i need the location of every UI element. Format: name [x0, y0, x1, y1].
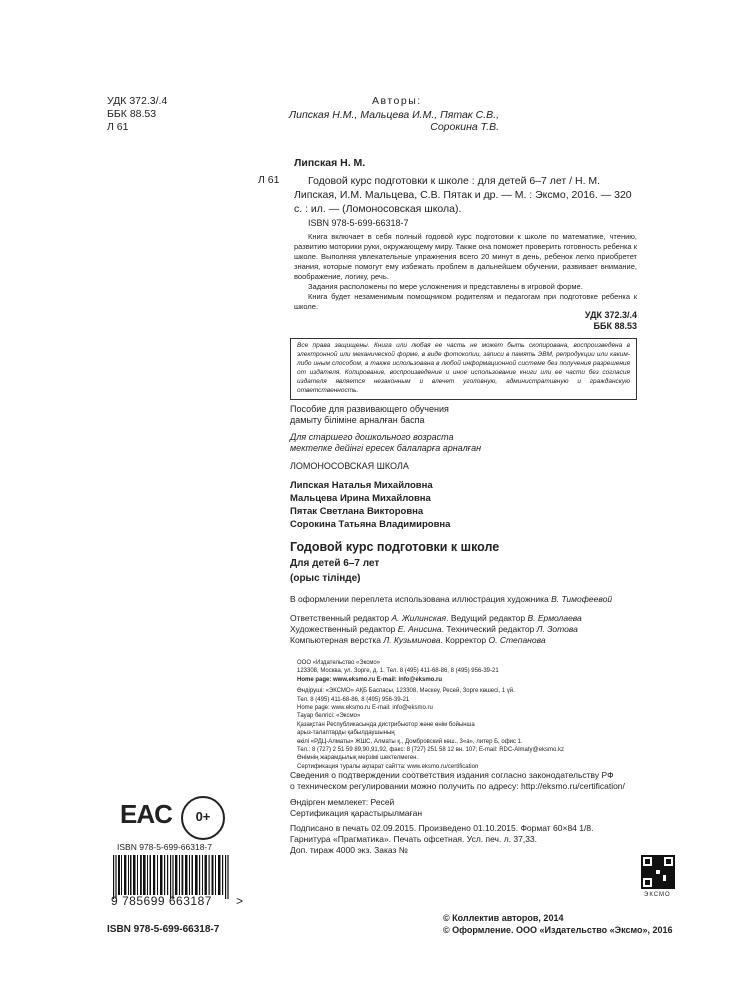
book-title: Годовой курс подготовки к школе	[290, 540, 500, 554]
print-line: Гарнитура «Прагматика». Печать офсетная. Усл. печ. л. 37,33.	[290, 834, 538, 844]
editor-role: Художественный редактор	[290, 624, 398, 634]
bottom-isbn: ISBN 978-5-699-66318-7	[107, 924, 220, 935]
qr-code-icon	[641, 855, 675, 889]
editor-name: А. Жилинская	[391, 613, 447, 623]
age-rating-badge	[181, 796, 225, 840]
purpose-kz: дамыту біліміне арналған баспа	[290, 415, 425, 425]
copyright-block	[443, 912, 673, 936]
copyright-line: © Коллектив авторов, 2014	[443, 913, 564, 923]
biblio-main-author: Липская Н. М.	[294, 157, 366, 169]
publisher-line: Home page: www.eksmo.ru E-mail: info@eksmo.ru	[297, 705, 433, 712]
barcode-isbn: ISBN 978-5-699-66318-7	[117, 842, 212, 852]
publisher-line: Тауар белгісі: «Эксмо»	[297, 713, 361, 720]
copyright-line: © Оформление. ООО «Издательство «Эксмо», 2016	[443, 925, 673, 935]
purpose-ru: Пособие для развивающего обучения	[290, 404, 449, 414]
editor-name: Л. Кузьминова	[383, 635, 441, 645]
publisher-line: Өндіруші: «ЭКСМО» АҚБ Баспасы, 123308, Мәскеу, Ресей, Зорге көшесі, 1 үй.	[297, 688, 515, 695]
print-line: Подписано в печать 02.09.2015. Произведено 01.10.2015. Формат 60×84 1/8.	[290, 823, 594, 833]
editors-block	[290, 613, 582, 646]
udk-line: УДК 372.3/.4	[107, 95, 168, 107]
series-name: ЛОМОНОСОВСКАЯ ШКОЛА	[290, 461, 409, 471]
barcode-digits: 9 785699 663187	[111, 894, 212, 908]
editor-line-1	[290, 613, 582, 624]
cover-credit-prefix: В оформлении переплета использована иллюстрация художника	[290, 594, 552, 604]
full-author-2: Мальцева Ирина Михайловна	[290, 493, 431, 504]
country-info	[290, 797, 422, 819]
audience-kz: мектепке дейінгі ересек балаларға арналған	[290, 443, 482, 453]
certification-line: Сведения о подтверждении соответствия издания согласно законодательству РФ	[290, 770, 614, 780]
biblio-bbk: ББК 88.53	[593, 321, 637, 331]
qr-label: ЭКСМО	[644, 892, 671, 898]
publisher-line: өкілі «РДЦ-Алматы» ЖШС, Алматы қ., Домбровский көш., 3«а», литер Б, офис 1.	[297, 738, 523, 745]
editor-name: В. Ермолаева	[527, 613, 582, 623]
rights-notice-box	[290, 338, 637, 400]
biblio-classification	[520, 310, 637, 332]
editor-line-2	[290, 624, 582, 635]
biblio-description: Годовой курс подготовки к школе : для детей 6–7 лет / Н. М. Липская, И.М. Мальцева, С.В. Пятак и др. — М. : Эксмо, 2016. — 320 с. : ил. — (Ломоносовская школа).	[294, 175, 632, 215]
biblio-isbn: ISBN 978-5-699-66318-7	[308, 218, 409, 228]
publisher-line: Сертификация туралы ақпарат сайтта: www.eksmo.ru/certification	[297, 763, 479, 770]
rights-notice-text: Все права защищены. Книга или любая ее часть не может быть скопирована, воспроизведена в электронной или механической форме, в виде фотокопии, записи в память ЭВМ, репродукции или каким-либо иным способом, а также использована в любой информационной системе без получения разрешения от издателя. Копирование, воспроизведение и иное использование книги или ее части без согласия издателя является незаконным и влечет уголовную, административную и гражданскую ответственность.	[297, 342, 630, 394]
purpose-block	[290, 404, 449, 426]
age-rating-text: 0+	[195, 809, 211, 824]
editor-line-3	[290, 635, 582, 646]
editor-role: . Технический редактор	[441, 624, 537, 634]
publisher-line: Тел.: 8 (727) 2 51 59 89,90,91,92, факс: 8 (727) 251 58 12 вн. 107; E-mail: RDC-Almaty@eksmo.kz	[297, 747, 564, 754]
editor-role: Ответственный редактор	[290, 613, 392, 623]
editor-role: . Корректор	[440, 635, 489, 645]
certification-info	[290, 770, 625, 792]
authors-list: Липская Н.М., Мальцева И.М., Пятак С.В., Сорокина Т.В.	[288, 109, 499, 133]
publisher-line: арыз-талаптарды қабылдаушының	[297, 730, 395, 737]
editor-name: О. Степанова	[488, 635, 546, 645]
full-author-3: Пятак Светлана Викторовна	[290, 506, 424, 517]
audience-ru: Для старшего дошкольного возраста	[290, 432, 454, 442]
authors-header: Авторы:	[372, 95, 422, 107]
book-subtitle: Для детей 6–7 лет	[290, 558, 380, 569]
full-authors	[290, 479, 450, 531]
publisher-line: Қазақстан Республикасында дистрибьютор және өнім бойынша	[297, 721, 475, 728]
audience-block	[290, 432, 481, 454]
country-line: Сертификация қарастырылмаған	[290, 808, 423, 818]
publisher-line: Тел. 8 (495) 411-68-86, 8 (495) 956-39-21	[297, 696, 410, 703]
biblio-annotation-1: Книга включает в себя полный годовой курс подготовки к школе по математике, чтению, развитию моторики руки, окружающему миру. Также она поможет проверить готовность ребенка к школе. Выполняя увлекательные упражнения всего 20 минут в день, ребенок легко приобретет знания, которые помогут ему избежать проблем в дальнейшем обучении, развивает внимание, воображение, логику, речь.	[294, 232, 637, 281]
full-author-4: Сорокина Татьяна Владимировна	[290, 519, 451, 530]
editor-name: Е. Анисина	[397, 624, 442, 634]
eac-mark: EAC	[120, 799, 172, 829]
biblio-code: Л 61	[258, 174, 280, 186]
publisher-line: Өнімнің жарамдылық мерзімі шектелмеген.	[297, 755, 419, 762]
print-line: Доп. тираж 4000 экз. Заказ №	[290, 845, 408, 855]
editor-name: Л. Зотова	[536, 624, 578, 634]
country-line: Өндірген мемлекет: Ресей	[290, 797, 395, 807]
publisher-line: ООО «Издательство «Эксмо»	[297, 660, 381, 666]
book-lang-note: (орыс тілінде)	[290, 573, 361, 584]
cover-credit-name: В. Тимофеевой	[551, 594, 613, 604]
udk-block-top	[107, 95, 167, 134]
library-code: Л 61	[107, 121, 129, 133]
editor-role: Компьютерная верстка	[290, 635, 384, 645]
biblio-udk: УДК 372.3/.4	[584, 310, 637, 320]
print-info	[290, 823, 593, 856]
publisher-info	[297, 659, 637, 771]
editor-role: . Ведущий редактор	[446, 613, 528, 623]
biblio-annotation-3: Книга будет незаменимым помощником родителям и педагогам при подготовке ребенка к школе.	[294, 292, 637, 311]
biblio-annotation-2: Задания расположены по мере усложнения и представлены в игровой форме.	[308, 282, 583, 291]
cover-credit	[290, 594, 612, 604]
full-author-1: Липская Наталья Михайловна	[290, 480, 433, 491]
publisher-line: Home page: www.eksmo.ru E-mail: info@eksmo.ru	[297, 676, 442, 683]
publisher-line: 123308, Москва, ул. Зорге, д. 1. Тел. 8 (495) 411-68-86, 8 (495) 956-39-21	[297, 668, 499, 675]
bbk-line: ББК 88.53	[107, 108, 157, 120]
barcode-end-arrow: >	[236, 894, 244, 908]
certification-line: о техническом регулировании можно получить по адресу: http://eksmo.ru/certification/	[290, 781, 625, 791]
